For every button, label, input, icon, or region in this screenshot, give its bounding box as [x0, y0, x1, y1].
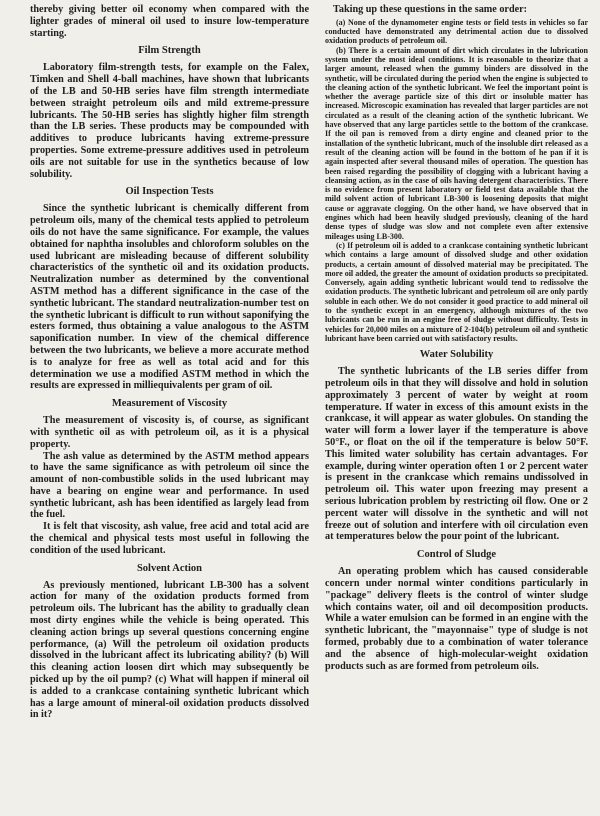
heading-film-strength: Film Strength [138, 45, 201, 57]
paragraph: The synthetic lubricants of the LB series differ from petroleum oils in that they will dissolve and hold in solution approximately 3 percent of water by weight at room temperature. If water in excess of this amount exists in the crankcase, it will appear as water globules. On standing the water will form a lower layer if the temperature is above 50°F., or float on the oil if the temperature is below 50°F. This limited water solubility has certain advantages. For example, during winter operation often 1 or 2 percent water is present in the crankcase which remains undissolved in petroleum oil. This water upon freezing may present a serious lubrication problem by restricting oil flow. One or 2 percent water will dissolve in the synthetic and will not freeze out of solution and interfere with oil circulation even at temperatures below the pour point of the lubricant. [325, 366, 588, 543]
heading-measurement-of-viscosity: Measurement of Viscosity [111, 398, 228, 410]
paragraph: The measurement of viscosity is, of course, as significant with synthetic oil as with petroleum oil, as it is a physical property. [30, 415, 309, 450]
questions-intro: Taking up these questions in the same order: [333, 4, 528, 15]
answer-c: (c) If petroleum oil is added to a crankcase containing synthetic lubricant which contains a large amount of dissolved sludge and other oxidation products, a certain amount of dissolved material may be precipitated. The more oil added, the greater the amount of oxidation products so precipitated. Conversely, again adding synthetic lubricant would tend to redissolve the oxidation products. The synthetic lubricant and petroleum oil are only partly soluble in each other. We do not consider it good practice to add mineral oil to the synthetic except in an emergency, although mixtures of the two lubricants can be run in an engine free of sludge without difficulty. Tests in vehicles for 20,000 miles on a mixture of 2-104(b) petroleum oil and synthetic lubricant have been carried out with satisfactory results. [325, 240, 588, 343]
answer-a: (a) None of the dynamometer engine tests or field tests in vehicles so far conducted have demonstrated any detrimental action due to dissolved oxidation products of petroleum oil. [325, 17, 588, 46]
answers-block [325, 18, 588, 343]
heading-solvent-action: Solvent Action [136, 562, 203, 574]
paragraph: Since the synthetic lubricant is chemically different from petroleum oils, many of the chemical tests applied to petroleum oils do not have the same significance. For example, the values obtained for naphtha insolubles and chloroform solubles on the used lubricant are misleading because of different solubility characteristics of the synthetic oil and its oxidation products. Neutralization number as determined by the conventional ASTM method has a different significance in the case of the synthetic lubricant. The standard neutralization-number test on the synthetic lubricant is difficult to run without saponifying the esters formed, thus obtaining a value analogous to the ASTM saponification number. In view of the chemical difference between the two lubricants, we believe a more accurate method is to analyze for free as well as total acid and for this determination we use a modified ASTM method in which the results are expressed in milliequivalents per gram of oil. [30, 203, 309, 392]
opening-paragraph: thereby giving better oil economy when compared with the lighter grades of mineral oil used to insure low-temperature starting. [30, 4, 309, 39]
heading-control-of-sludge: Control of Sludge [416, 549, 497, 561]
paragraph: Laboratory film-strength tests, for example on the Falex, Timken and Shell 4-ball machines, have shown that lubricants of the LB and 50-HB series have film strength intermediate between straight petroleum oils and mild extreme-pressure lubricants. The 50-HB series has slightly higher film strength than the LB series. These products may be compounded with additives to produce lubricants having extreme-pressure properties. Some extreme-pressure additives used in petroleum oils are not suitable for use in the synthetics because of low solubility. [30, 62, 309, 180]
paragraph: An operating problem which has caused considerable concern under normal winter conditions particularly in "package" delivery fleets is the control of winter sludge which contains water, oil and oil decomposition products. While a water emulsion can be formed in an engine with the synthetic lubricant, the "mayonnaise" type of sludge is not formed, probably due to a combination of water tolerance and the absence of high-molecular-weight oxidation products such as are formed from petroleum oils. [325, 566, 588, 672]
left-column [30, 4, 309, 816]
answer-b: (b) There is a certain amount of dirt which circulates in the lubrication system under the most ideal conditions. It is reasonable to theorize that a larger amount, released when the gummy binders are dissolved in the synthetic, will be circulated during the period when the engine is subjected to the cleaning action of the synthetic lubricant. We feel the important point is whether the average particle size of this dirt or insoluble matter has increased. Microscopic examination has revealed that larger particles are not circulated as a result of the cleaning action of the synthetic lubricant. We have observed that any large particles settle to the bottom of the crankcase. If the oil pan is removed from a dirty engine and cleaned prior to the installation of the synthetic lubricant, much of the insoluble dirt released as a result of the cleaning action will be found in the bottom of he pan if it is again inspected after several thousand miles of operation. The question has been raised regarding the possibility of clogging with a lubricant having a cleansing action, as in the case of oils having detergent characteristics. There is no evidence from present laboratory or field test data available that the mild solvent action of lubricant LB-300 is loosening deposits that might cause or aggravate clogging. On the other hand, we have observed that in engines which had been heavily sludged previously, cleaning of the hard dense types of sludge was slow and not complete even after extensive mileages using LB-300. [325, 45, 588, 241]
paragraph: It is felt that viscosity, ash value, free acid and total acid are the chemical and physical tests most useful in following the condition of the used lubricant. [30, 521, 309, 556]
heading-oil-inspection-tests: Oil Inspection Tests [125, 186, 214, 198]
heading-water-solubility: Water Solubility [419, 349, 494, 361]
paragraph: As previously mentioned, lubricant LB-300 has a solvent action for many of the oxidation products formed from petroleum oils. The lubricant has the ability to gradually clean most dirty engines while the vehicle is being operated. This cleaning action brings up several questions concerning engine performance, (a) Will the petroleum oil oxidation products dissolved in the lubricant affect its lubricating ability? (b) Will this cleaning action loosen dirt which may subsequently be picked up by the oil pump? (c) What will happen if mineral oil is added to a crankcase containing synthetic lubricant which has a large amount of mineral-oil oxidation products dissolved in it? [30, 579, 309, 721]
right-column [325, 4, 588, 816]
paragraph: The ash value as determined by the ASTM method appears to have the same significance as with petroleum oil since the amount of non-combustible solids in the used lubricant may have a bearing on engine wear and performance. In used synthetic lubricant, ash has been identified as largely lead from the fuel. [30, 450, 309, 521]
